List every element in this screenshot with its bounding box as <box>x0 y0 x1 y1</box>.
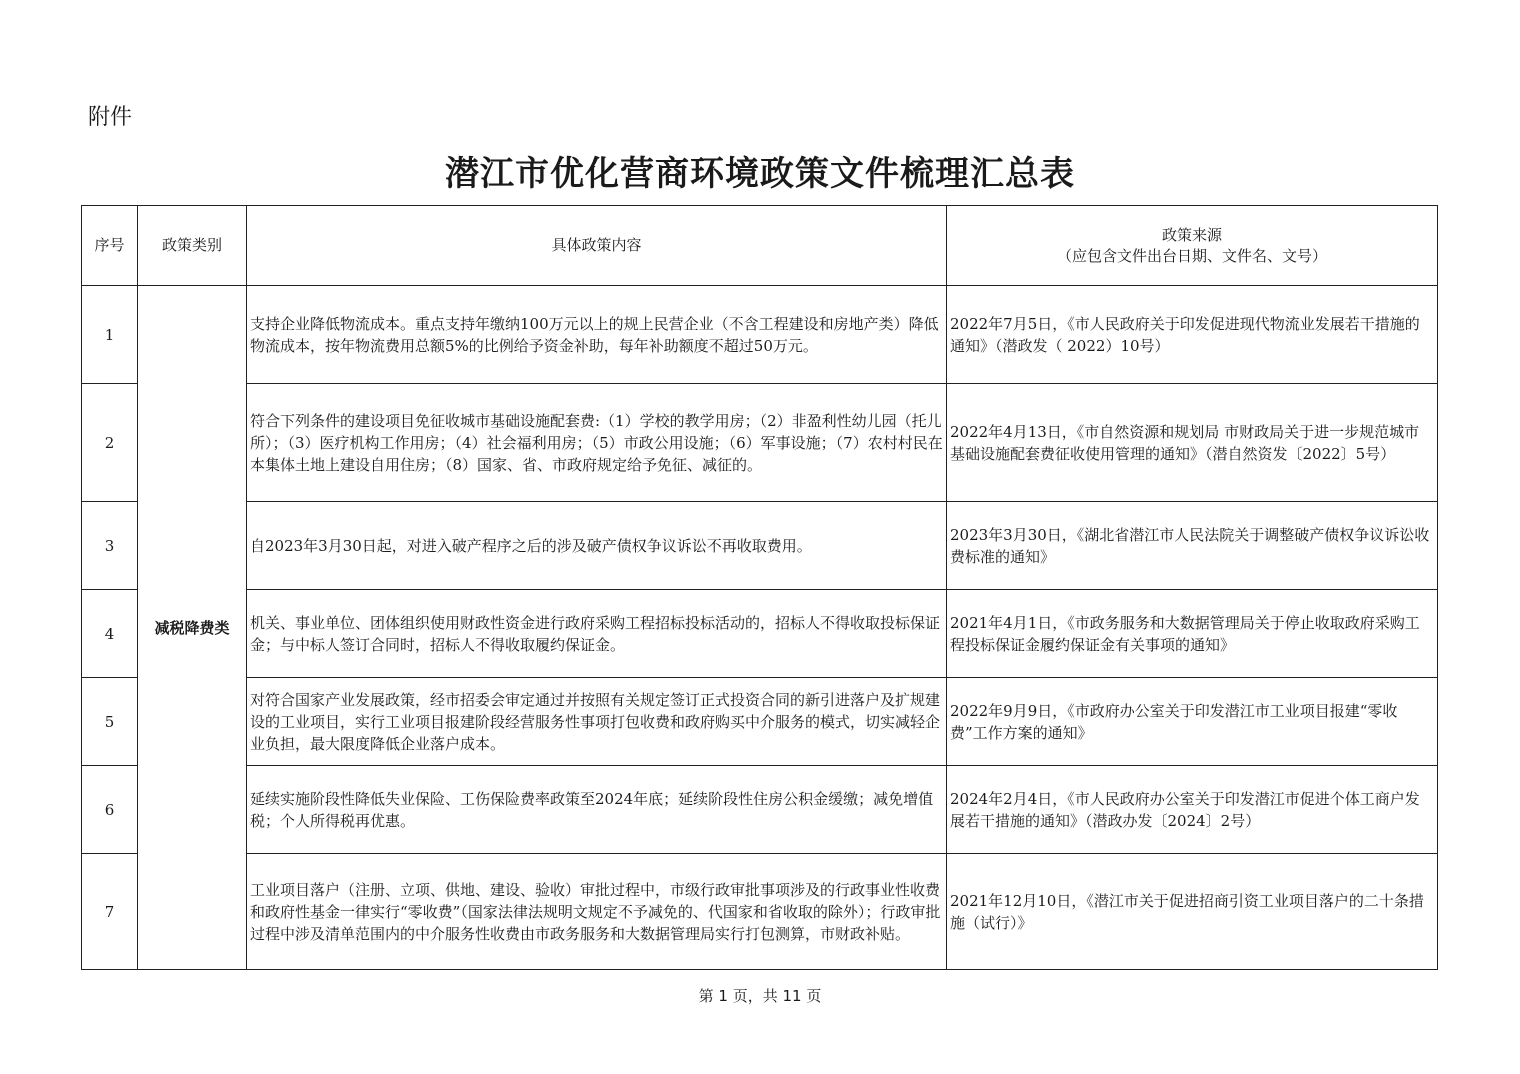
table-row <box>82 854 1438 970</box>
attachment-label: 附件 <box>88 105 133 130</box>
row-index: 6 <box>82 766 138 854</box>
row-index: 7 <box>82 854 138 970</box>
row-source: 2022年7月5日，《市人民政府关于印发促进现代物流业发展若干措施的通知》（潜政发（ 2022）10号） <box>947 286 1438 384</box>
category-cell: 减税降费类 <box>138 286 247 970</box>
row-content: 支持企业降低物流成本。重点支持年缴纳100万元以上的规上民营企业（不含工程建设和房地产类）降低物流成本，按年物流费用总额5%的比例给予资金补助，每年补助额度不超过50万元。 <box>247 286 947 384</box>
table-header-row <box>82 206 1438 286</box>
row-source: 2023年3月30日，《湖北省潜江市人民法院关于调整破产债权争议诉讼收费标准的通知》 <box>947 502 1438 590</box>
row-index: 5 <box>82 678 138 766</box>
row-source: 2022年9月9日，《市政府办公室关于印发潜江市工业项目报建“零收费”工作方案的通知》 <box>947 678 1438 766</box>
footer-page-number: 1 <box>718 987 728 1005</box>
row-source: 2024年2月4日，《市人民政府办公室关于印发潜江市促进个体工商户发展若干措施的通知》（潜政办发〔2024〕2号） <box>947 766 1438 854</box>
row-content: 工业项目落户（注册、立项、供地、建设、验收）审批过程中，市级行政审批事项涉及的行政事业性收费和政府性基金一律实行“零收费”（国家法律法规明文规定不予减免的、代国家和省收取的除外）；行政审批过程中涉及清单范围内的中介服务性收费由市政务服务和大数据管理局实行打包测算，市财政补贴。 <box>247 854 947 970</box>
table-row <box>82 590 1438 678</box>
row-content: 延续实施阶段性降低失业保险、工伤保险费率政策至2024年底；延续阶段性住房公积金缓缴；减免增值税；个人所得税再优惠。 <box>247 766 947 854</box>
row-content: 自2023年3月30日起，对进入破产程序之后的涉及破产债权争议诉讼不再收取费用。 <box>247 502 947 590</box>
footer-suffix: 页 <box>801 987 822 1005</box>
footer-middle: 页，共 <box>727 987 783 1005</box>
page-footer <box>0 985 1520 1006</box>
row-content: 符合下列条件的建设项目免征收城市基础设施配套费:（1）学校的教学用房；（2）非盈利性幼儿园（托儿所）；（3）医疗机构工作用房；（4）社会福利用房；（5）市政公用设施；（6）军事设施；（7）农村村民在本集体土地上建设自用住房；（8）国家、省、市政府规定给予免征、减征的。 <box>247 384 947 502</box>
table-row <box>82 286 1438 384</box>
row-source: 2021年12月10日，《潜江市关于促进招商引资工业项目落户的二十条措施（试行）》 <box>947 854 1438 970</box>
row-content: 对符合国家产业发展政策，经市招委会审定通过并按照有关规定签订正式投资合同的新引进落户及扩规建设的工业项目，实行工业项目报建阶段经营服务性事项打包收费和政府购买中介服务的模式，切实减轻企业负担，最大限度降低企业落户成本。 <box>247 678 947 766</box>
footer-total-pages: 11 <box>782 987 802 1005</box>
header-content: 具体政策内容 <box>247 206 947 286</box>
policy-table <box>81 205 1438 970</box>
row-index: 1 <box>82 286 138 384</box>
header-category: 政策类别 <box>138 206 247 286</box>
document-title: 潜江市优化营商环境政策文件梳理汇总表 <box>445 154 1075 194</box>
header-source-title: 政策来源 <box>1161 225 1222 244</box>
header-source <box>947 206 1438 286</box>
row-index: 4 <box>82 590 138 678</box>
row-index: 3 <box>82 502 138 590</box>
table-row <box>82 502 1438 590</box>
row-source: 2021年4月1日，《市政务服务和大数据管理局关于停止收取政府采购工程投标保证金履约保证金有关事项的通知》 <box>947 590 1438 678</box>
row-source: 2022年4月13日，《市自然资源和规划局 市财政局关于进一步规范城市基础设施配套费征收使用管理的通知》（潜自然资发〔2022〕5号） <box>947 384 1438 502</box>
header-index: 序号 <box>82 206 138 286</box>
table-row <box>82 766 1438 854</box>
header-source-note: （应包含文件出台日期、文件名、文号） <box>1056 246 1327 265</box>
footer-prefix: 第 <box>698 987 719 1005</box>
table-row <box>82 678 1438 766</box>
row-content: 机关、事业单位、团体组织使用财政性资金进行政府采购工程招标投标活动的，招标人不得收取投标保证金；与中标人签订合同时，招标人不得收取履约保证金。 <box>247 590 947 678</box>
row-index: 2 <box>82 384 138 502</box>
table-row <box>82 384 1438 502</box>
